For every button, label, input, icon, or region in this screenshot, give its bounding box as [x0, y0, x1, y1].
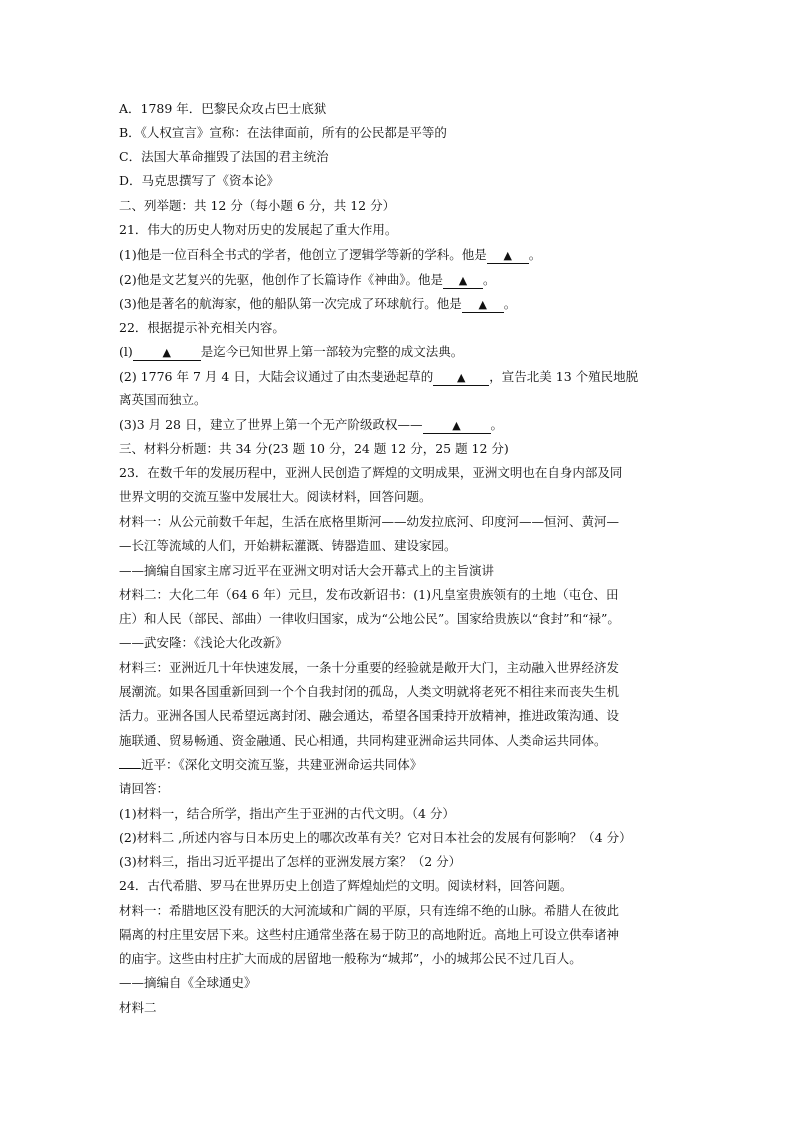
- option-b: B．《人权宣言》宣称：在法律面前，所有的公民都是平等的: [119, 125, 447, 140]
- answer-blank[interactable]: [433, 369, 489, 386]
- question-text: (2) 1776 年 7 月 4 日，大陆会议通过了由杰斐逊起草的: [119, 369, 434, 384]
- question-22-2-cont: 离英国而独立。: [119, 392, 207, 407]
- material-3-cont-2: 活力。亚洲各国人民希望远离封闭、融会通达，希望各国秉持开放精神，推进政策沟通、设: [119, 708, 620, 723]
- question-text: (3)3 月 28 日，建立了世界上第一个无产阶级政权——: [119, 417, 423, 432]
- answer-blank[interactable]: [443, 272, 483, 289]
- question-24: 24．古代希腊、罗马在世界历史上创造了辉煌灿烂的文明。阅读材料，回答问题。: [119, 878, 573, 893]
- question-22-1: (l) ▲ 是迄今已知世界上第一部较为完整的成文法典。: [119, 344, 464, 359]
- question-21-3: (3)他是著名的航海家，他的船队第一次完成了环球航行。他是 ▲ 。: [119, 296, 517, 311]
- option-d: D．马克思撰写了《资本论》: [119, 173, 280, 188]
- q24-material-1-source: ——摘编自《全球通史》: [119, 975, 257, 990]
- q24-material-1-cont-1: 隔离的村庄里安居下来。这些村庄通常坐落在易于防卫的高地附近。高地上可设立供奉诸神: [119, 927, 620, 942]
- question-text: (2)他是文艺复兴的先驱，他创作了长篇诗作《神曲》。他是: [119, 272, 443, 287]
- question-23: 23．在数千年的发展历程中，亚洲人民创造了辉煌的文明成果，亚洲文明也在自身内部及同: [119, 465, 623, 480]
- material-2-source: ——武安隆：《浅论大化改新》: [119, 635, 288, 650]
- material-1-cont: —长江等流域的人们，开始耕耘灌溉、铸器造皿、建设家园。: [119, 538, 457, 553]
- triangle-marker-icon: ▲: [452, 419, 461, 432]
- answer-blank[interactable]: [462, 296, 504, 313]
- question-text: 是迄今已知世界上第一部较为完整的成文法典。: [200, 344, 464, 359]
- answer-blank[interactable]: [133, 344, 201, 361]
- section-three-heading: 三、材料分析题：共 34 分(23 题 10 分，24 题 12 分，25 题 12 分): [119, 441, 509, 456]
- answer-blank[interactable]: [487, 247, 529, 264]
- question-22: 22．根据提示补充相关内容。: [119, 320, 285, 335]
- section-two-heading: 二、列举题：共 12 分（每小题 6 分，共 12 分）: [119, 198, 396, 213]
- material-3-source: 近平：《深化文明交流互鉴，共建亚洲命运共同体》: [119, 755, 689, 775]
- triangle-marker-icon: ▲: [162, 346, 171, 359]
- option-c: C．法国大革命摧毁了法国的君主统治: [119, 149, 329, 164]
- q24-material-2: 材料二: [119, 1000, 157, 1015]
- question-21-1: (1)他是一位百科全书式的学者，他创立了逻辑学等新的学科。他是 ▲ 。: [119, 247, 542, 262]
- triangle-marker-icon: ▲: [503, 249, 512, 262]
- triangle-marker-icon: ▲: [457, 371, 466, 384]
- answer-blank[interactable]: [423, 417, 491, 434]
- question-23-cont: 世界文明的交流互鉴中发展壮大。阅读材料，回答问题。: [119, 489, 432, 504]
- question-23-3: (3)材料三，指出习近平提出了怎样的亚洲发展方案？（2 分）: [119, 854, 462, 869]
- material-2-cont: 庄）和人民（部民、部曲）一律收归国家，成为“公地公民”。国家给贵族以“食封”和“禄”。: [119, 611, 620, 626]
- question-21: 21．伟大的历史人物对历史的发展起了重大作用。: [119, 222, 398, 237]
- question-23-2: (2)材料二 ,所述内容与日本历史上的哪次改革有关？它对日本社会的发展有何影响？（4 分）: [119, 830, 632, 845]
- please-answer: 请回答：: [119, 781, 170, 796]
- material-1-source: ——摘编自国家主席习近平在亚洲文明对话大会开幕式上的主旨演讲: [119, 563, 495, 578]
- question-22-3: (3)3 月 28 日，建立了世界上第一个无产阶级政权—— ▲ 。: [119, 417, 504, 432]
- material-3-cont-3: 施联通、贸易畅通、资金融通、民心相通，共同构建亚洲命运共同体、人类命运共同体。: [119, 733, 607, 748]
- question-22-2: (2) 1776 年 7 月 4 日，大陆会议通过了由杰斐逊起草的 ▲ ，宣告北美 13 个殖民地脱: [119, 369, 639, 384]
- question-text: (3)他是著名的航海家，他的船队第一次完成了环球航行。他是: [119, 296, 462, 311]
- triangle-marker-icon: ▲: [458, 274, 468, 287]
- q24-material-1: 材料一：希腊地区没有肥沃的大河流域和广阔的平原，只有连绵不绝的山脉。希腊人在彼此: [119, 903, 620, 918]
- question-text: (1)他是一位百科全书式的学者，他创立了逻辑学等新的学科。他是: [119, 247, 487, 262]
- q24-material-1-cont-2: 的庙宇。这些由村庄扩大而成的居留地一般称为“城邦”，小的城邦公民不过几百人。: [119, 951, 582, 966]
- source-dash: [119, 756, 141, 769]
- question-21-2: (2)他是文艺复兴的先驱，他创作了长篇诗作《神曲》。他是 ▲ 。: [119, 272, 496, 287]
- material-2: 材料二：大化二年（64 6 年）元旦，发布改新诏书：(1)凡皇室贵族领有的土地（屯仓、田: [119, 587, 619, 602]
- material-1: 材料一：从公元前数千年起，生活在底格里斯河——幼发拉底河、印度河——恒河、黄河—: [119, 514, 620, 529]
- triangle-marker-icon: ▲: [478, 298, 487, 311]
- material-3: 材料三：亚洲近几十年快速发展，一条十分重要的经验就是敞开大门，主动融入世界经济发: [119, 660, 620, 675]
- question-23-1: (1)材料一，结合所学，指出产生于亚洲的古代文明。（4 分）: [119, 806, 455, 821]
- material-3-cont-1: 展潮流。如果各国重新回到一个个自我封闭的孤岛，人类文明就将老死不相往来而丧失生机: [119, 684, 620, 699]
- option-a: A．1789 年．巴黎民众攻占巴士底狱: [119, 101, 327, 116]
